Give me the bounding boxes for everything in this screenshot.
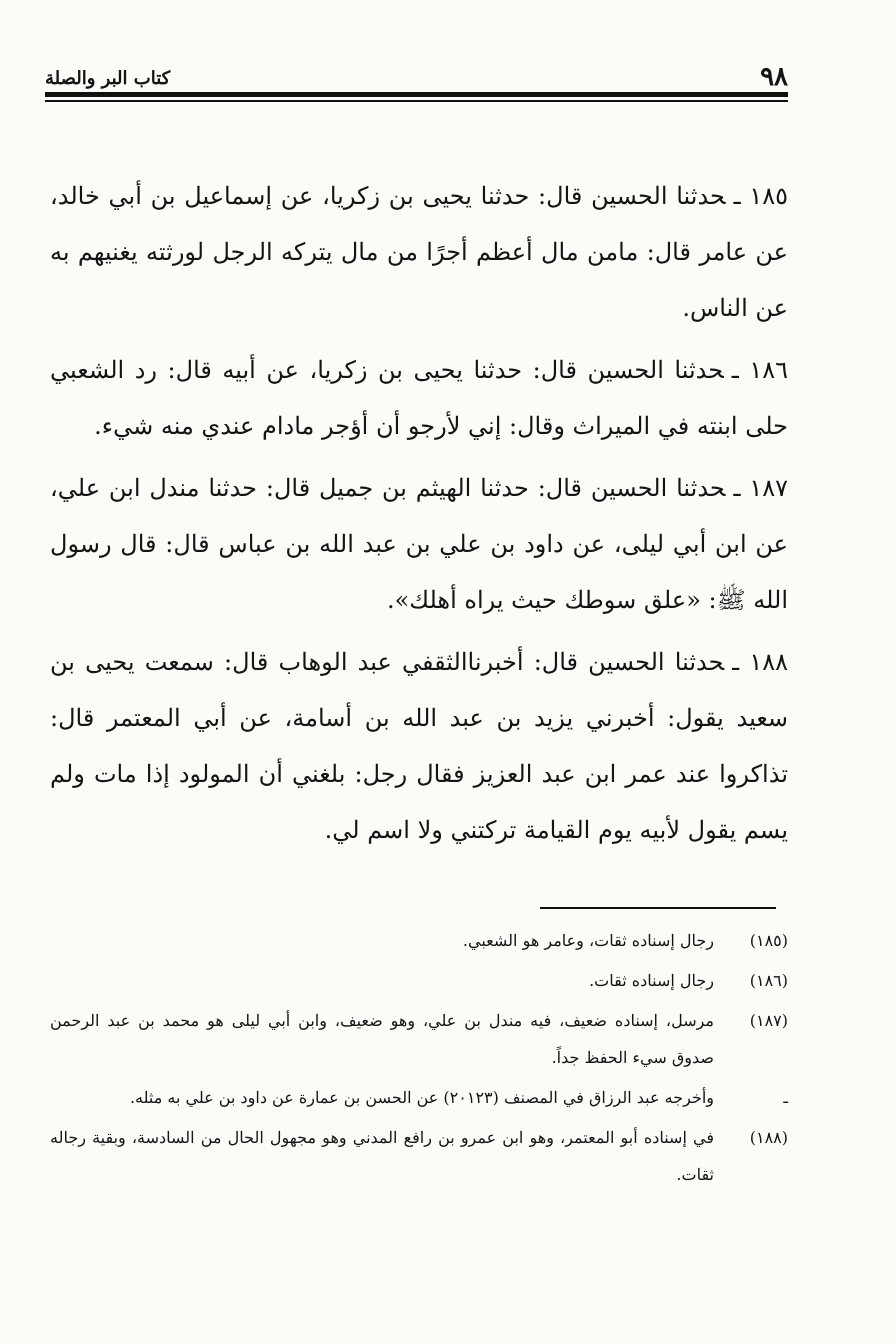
footnote-187 <box>50 1002 788 1076</box>
hadith-number: ١٨٨ ـ <box>732 648 788 676</box>
footnote-185 <box>50 922 788 959</box>
running-title: كتاب البر والصلة <box>45 68 171 89</box>
footnote-text: رجال إسناده ثقات. <box>589 971 714 990</box>
hadith-text: حدثنا الحسين قال: حدثنا يحيى بن زكريا، عن أبيه قال: رد الشعبي حلى ابنته في الميراث وقال: إني لأرجو أن أؤجر مادام عندي منه شيء. <box>50 356 788 440</box>
hadith-paragraph-187 <box>50 460 788 628</box>
footnote-text: مرسل، إسناده ضعيف، فيه مندل بن علي، وهو ضعيف، وابن أبي ليلى هو محمد بن عبد الرحمن صدوق سيء الحفظ جداً. <box>50 1011 714 1067</box>
header-rule-thick <box>45 92 788 97</box>
footnote-number: (١٨٥) <box>749 931 788 950</box>
footnote-187-addendum <box>50 1079 788 1116</box>
footnote-text: وأخرجه عبد الرزاق في المصنف (٢٠١٢٣) عن الحسن بن عمارة عن داود بن علي به مثله. <box>129 1088 714 1107</box>
page-number: ٩٨ <box>760 62 788 92</box>
footnote-text: رجال إسناده ثقات، وعامر هو الشعبي. <box>462 931 714 950</box>
hadith-text: حدثنا الحسين قال: حدثنا الهيثم بن جميل قال: حدثنا مندل ابن علي، عن ابن أبي ليلى، عن داود بن علي بن عبد الله بن عباس قال: قال رسول الله ﷺ: «علق سوطك حيث يراه أهلك». <box>50 474 788 614</box>
hadith-number: ١٨٥ ـ <box>733 182 789 210</box>
hadith-paragraph-186 <box>50 342 788 454</box>
hadith-text: حدثنا الحسين قال: أخبرناالثقفي عبد الوهاب قال: سمعت يحيى بن سعيد يقول: أخبرني يزيد بن عبد الله بن أسامة، عن أبي المعتمر قال: تذاكروا عند عمر ابن عبد العزيز فقال رجل: بلغني أن المولود إذا مات ولم يسم يقول لأبيه يوم القيامة تركتني ولا اسم لي. <box>50 648 789 844</box>
hadith-text: حدثنا الحسين قال: حدثنا يحيى بن زكريا، عن إسماعيل بن أبي خالد، عن عامر قال: مامن مال أعظم أجرًا من مال يتركه الرجل لورثته يغنيهم به عن الناس. <box>50 182 788 322</box>
page-header <box>45 58 788 90</box>
hadith-paragraph-188 <box>50 634 788 858</box>
footnotes <box>50 922 788 1196</box>
footnote-text: في إسناده أبو المعتمر، وهو ابن عمرو بن رافع المدني وهو مجهول الحال من السادسة، وبقية رجاله ثقات. <box>50 1128 714 1184</box>
footnote-dash: ـ <box>783 1088 788 1107</box>
hadith-number: ١٨٦ ـ <box>731 356 788 384</box>
main-text <box>50 168 788 858</box>
footnote-separator <box>540 907 776 909</box>
hadith-number: ١٨٧ ـ <box>733 474 788 502</box>
footnote-186 <box>50 962 788 999</box>
hadith-paragraph-185 <box>50 168 788 336</box>
header-rule-thin <box>45 100 788 102</box>
footnote-number: (١٨٧) <box>749 1011 788 1030</box>
footnote-188 <box>50 1119 788 1193</box>
footnote-number: (١٨٦) <box>749 971 788 990</box>
footnote-number: (١٨٨) <box>749 1128 788 1147</box>
